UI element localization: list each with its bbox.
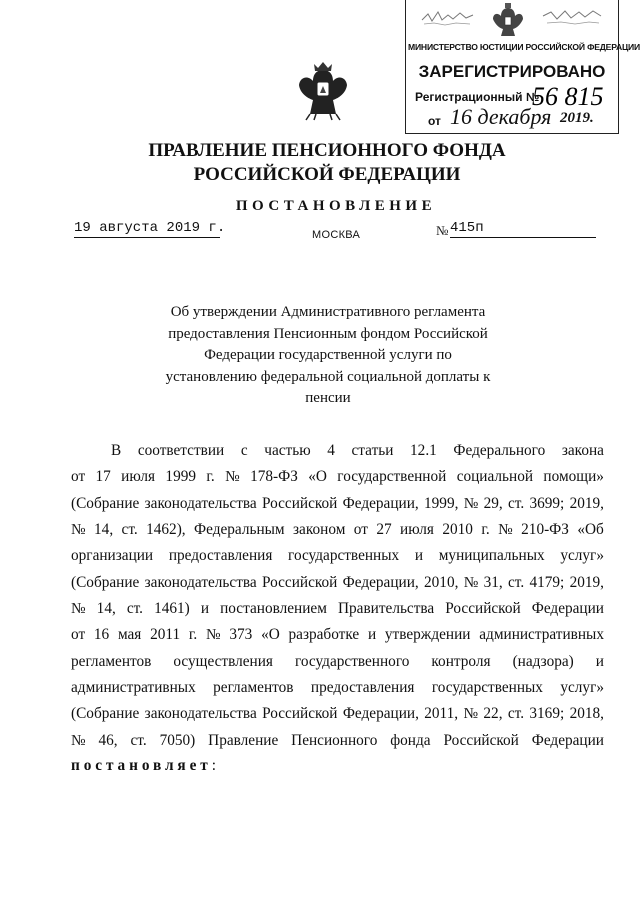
body-word: Федерации, xyxy=(342,705,419,722)
body-word: от xyxy=(353,521,368,538)
body-word: 2011, xyxy=(424,705,459,722)
body-word: июля xyxy=(121,468,156,485)
stamp-date-label: от xyxy=(428,114,441,128)
body-word: с xyxy=(240,442,248,459)
body-word: № xyxy=(498,521,513,538)
body-word: статьи xyxy=(351,442,394,459)
body-word: государственного xyxy=(294,653,410,670)
body-word: Федерации xyxy=(531,600,604,617)
document-type: ПОСТАНОВЛЕНИЕ xyxy=(235,198,437,214)
body-word: 2010, xyxy=(424,574,459,591)
body-word: 31, xyxy=(483,574,503,591)
body-word: законодательства xyxy=(144,495,257,512)
subject-line: Об утверждении Административного регламента xyxy=(170,304,486,320)
body-word: от xyxy=(71,468,86,485)
body-word: предоставления xyxy=(168,547,273,564)
body-line xyxy=(71,573,604,593)
body-word: 210-ФЗ xyxy=(521,521,569,538)
body-word: В xyxy=(111,442,122,459)
body-word: государственных xyxy=(431,679,543,696)
body-word: 1462), xyxy=(146,521,186,538)
number-sign: № xyxy=(436,223,449,238)
document-city: МОСКВА xyxy=(312,229,361,241)
body-word: 178-ФЗ xyxy=(250,468,298,485)
body-line xyxy=(71,494,604,514)
body-word: (Собрание xyxy=(71,574,140,591)
body-word: Федерации xyxy=(531,732,604,749)
body-word: № xyxy=(71,600,86,617)
body-word: 17 xyxy=(95,468,111,485)
body-word: № xyxy=(225,468,240,485)
body-word: и xyxy=(367,626,377,643)
body-word: осуществления xyxy=(173,653,273,670)
body-word: ст. xyxy=(507,705,525,722)
body-word: (Собрание xyxy=(71,705,140,722)
body-word: государственных xyxy=(288,547,400,564)
body-line xyxy=(71,731,604,751)
stamp-regnum-value: 56 815 xyxy=(532,82,604,111)
body-word: административных xyxy=(479,626,604,643)
body-word: и xyxy=(595,653,604,670)
body-word: разработке xyxy=(288,626,360,643)
body-word: 46, xyxy=(98,732,118,749)
body-line xyxy=(71,599,604,619)
body-word: 14, xyxy=(94,521,114,538)
body-word: Российской xyxy=(445,600,521,617)
body-word: 3169; xyxy=(529,705,565,722)
stamp-eagle-icon xyxy=(491,2,525,40)
body-word: услуг» xyxy=(560,547,604,564)
body-word: утверждении xyxy=(384,626,471,643)
stamp-regnum-label: Регистрационный № xyxy=(415,90,540,104)
body-word: 4 xyxy=(327,442,335,459)
body-word: № xyxy=(206,626,221,643)
stamp-date-value: 16 декабря xyxy=(450,104,552,129)
body-word: 29, xyxy=(483,495,503,512)
body-word: № xyxy=(463,705,479,722)
document-number: 415п xyxy=(450,220,596,238)
body-word: (Собрание xyxy=(71,495,140,512)
stamp-year-value: 2019. xyxy=(560,110,594,126)
body-word: 2019, xyxy=(569,495,604,512)
body-line xyxy=(71,652,604,672)
body-word: 373 xyxy=(229,626,253,643)
body-word: 27 xyxy=(376,521,392,538)
body-word: соответствии xyxy=(137,442,225,459)
body-word: Российской xyxy=(261,495,338,512)
body-word: Федерации, xyxy=(342,574,419,591)
body-word: постановлением xyxy=(220,600,327,617)
body-word: Российской xyxy=(262,705,338,722)
body-word: (надзора) xyxy=(512,653,574,670)
body-word: Правительства xyxy=(337,600,435,617)
body-word: услуг» xyxy=(560,679,604,696)
body-word: закона xyxy=(561,442,604,459)
body-word: ст. xyxy=(130,732,147,749)
stamp-registered-label: ЗАРЕГИСТРИРОВАНО xyxy=(418,62,606,81)
stamp-ministry-name: МИНИСТЕРСТВО ЮСТИЦИИ РОССИЙСКОЙ ФЕДЕРАЦИИ xyxy=(408,42,640,52)
body-word: частью xyxy=(264,442,311,459)
body-word: муниципальных xyxy=(438,547,545,564)
body-word: г. xyxy=(188,626,198,643)
body-word: 14, xyxy=(96,600,116,617)
coat-of-arms-icon xyxy=(296,60,350,122)
body-word: 2019, xyxy=(569,574,604,591)
body-word: 4179; xyxy=(529,574,565,591)
organization-title-line: ПРАВЛЕНИЕ ПЕНСИОННОГО ФОНДА xyxy=(148,140,506,161)
body-word: ст. xyxy=(508,574,525,591)
registration-stamp xyxy=(405,0,640,134)
body-word: Российской xyxy=(443,732,519,749)
subject-line: Федерации государственной услуги по xyxy=(204,347,452,364)
body-line xyxy=(71,467,604,487)
body-word: Пенсионного xyxy=(291,732,378,749)
body-word: 22, xyxy=(483,705,503,722)
body-word: государственной xyxy=(337,468,447,485)
body-line xyxy=(71,520,604,540)
organization-title xyxy=(0,139,640,187)
body-word: июля xyxy=(400,521,434,538)
body-word: № xyxy=(71,732,86,749)
body-word: 2011 xyxy=(150,626,181,643)
body-word: социальной xyxy=(456,468,534,485)
body-word: и xyxy=(200,600,210,617)
body-word: законом xyxy=(293,521,346,538)
body-word: «О xyxy=(308,468,327,485)
document-subject xyxy=(160,302,496,410)
subject-line: предоставления Пенсионным фондом Российской xyxy=(168,325,488,342)
body-word: г. xyxy=(206,468,215,485)
body-line xyxy=(71,704,604,724)
body-line xyxy=(71,625,604,645)
body-word: 1999, xyxy=(424,495,459,512)
body-word: регламентов xyxy=(213,679,294,696)
body-word: № xyxy=(463,574,479,591)
body-word: предоставления xyxy=(310,679,415,696)
subject-line: пенсии xyxy=(305,390,351,407)
resolution-colon: : xyxy=(211,757,216,774)
body-line xyxy=(111,441,604,461)
body-word: № xyxy=(463,495,479,512)
body-word: «Об xyxy=(577,521,604,538)
body-word: мая xyxy=(117,626,142,643)
body-word: ст. xyxy=(508,495,525,512)
organization-title-line: РОССИЙСКОЙ ФЕДЕРАЦИИ xyxy=(193,164,461,185)
body-word: Федерации, xyxy=(342,495,419,512)
body-word: г. xyxy=(481,521,490,538)
body-word: «О xyxy=(261,626,280,643)
subject-line: установлению федеральной социальной доплаты к xyxy=(165,368,491,385)
body-word: Правление xyxy=(208,732,279,749)
body-word: законодательства xyxy=(144,705,257,722)
body-word: от xyxy=(71,626,86,643)
body-word: и xyxy=(414,547,424,564)
body-word: ст. xyxy=(126,600,144,617)
stamp-scribble-icon xyxy=(420,6,475,28)
body-word: законодательства xyxy=(144,574,257,591)
resolution-verb xyxy=(71,757,216,775)
body-word: организации xyxy=(71,547,154,564)
body-word: 1461) xyxy=(154,600,190,617)
body-word: Российской xyxy=(261,574,338,591)
document-date: 19 августа 2019 г. xyxy=(74,220,226,236)
body-word: ст. xyxy=(121,521,138,538)
resolution-verb-text: постановляет xyxy=(71,757,212,774)
body-line xyxy=(71,678,604,698)
body-word: фонда xyxy=(390,732,431,749)
body-word: 2010 xyxy=(442,521,473,538)
body-word: 2018, xyxy=(569,705,604,722)
body-word: Федерального xyxy=(453,442,546,459)
body-word: регламентов xyxy=(71,653,152,670)
body-line xyxy=(71,546,604,566)
body-word: 12.1 xyxy=(410,442,437,459)
body-word: 7050) xyxy=(159,732,196,749)
body-word: 3699; xyxy=(529,495,565,512)
body-word: № xyxy=(71,521,86,538)
body-word: 16 xyxy=(93,626,110,643)
body-word: 1999 xyxy=(165,468,197,485)
stamp-scribble-icon xyxy=(541,6,603,28)
body-word: административных xyxy=(71,679,196,696)
body-word: помощи» xyxy=(543,468,604,485)
body-word: Федеральным xyxy=(194,521,285,538)
body-word: контроля xyxy=(431,653,491,670)
